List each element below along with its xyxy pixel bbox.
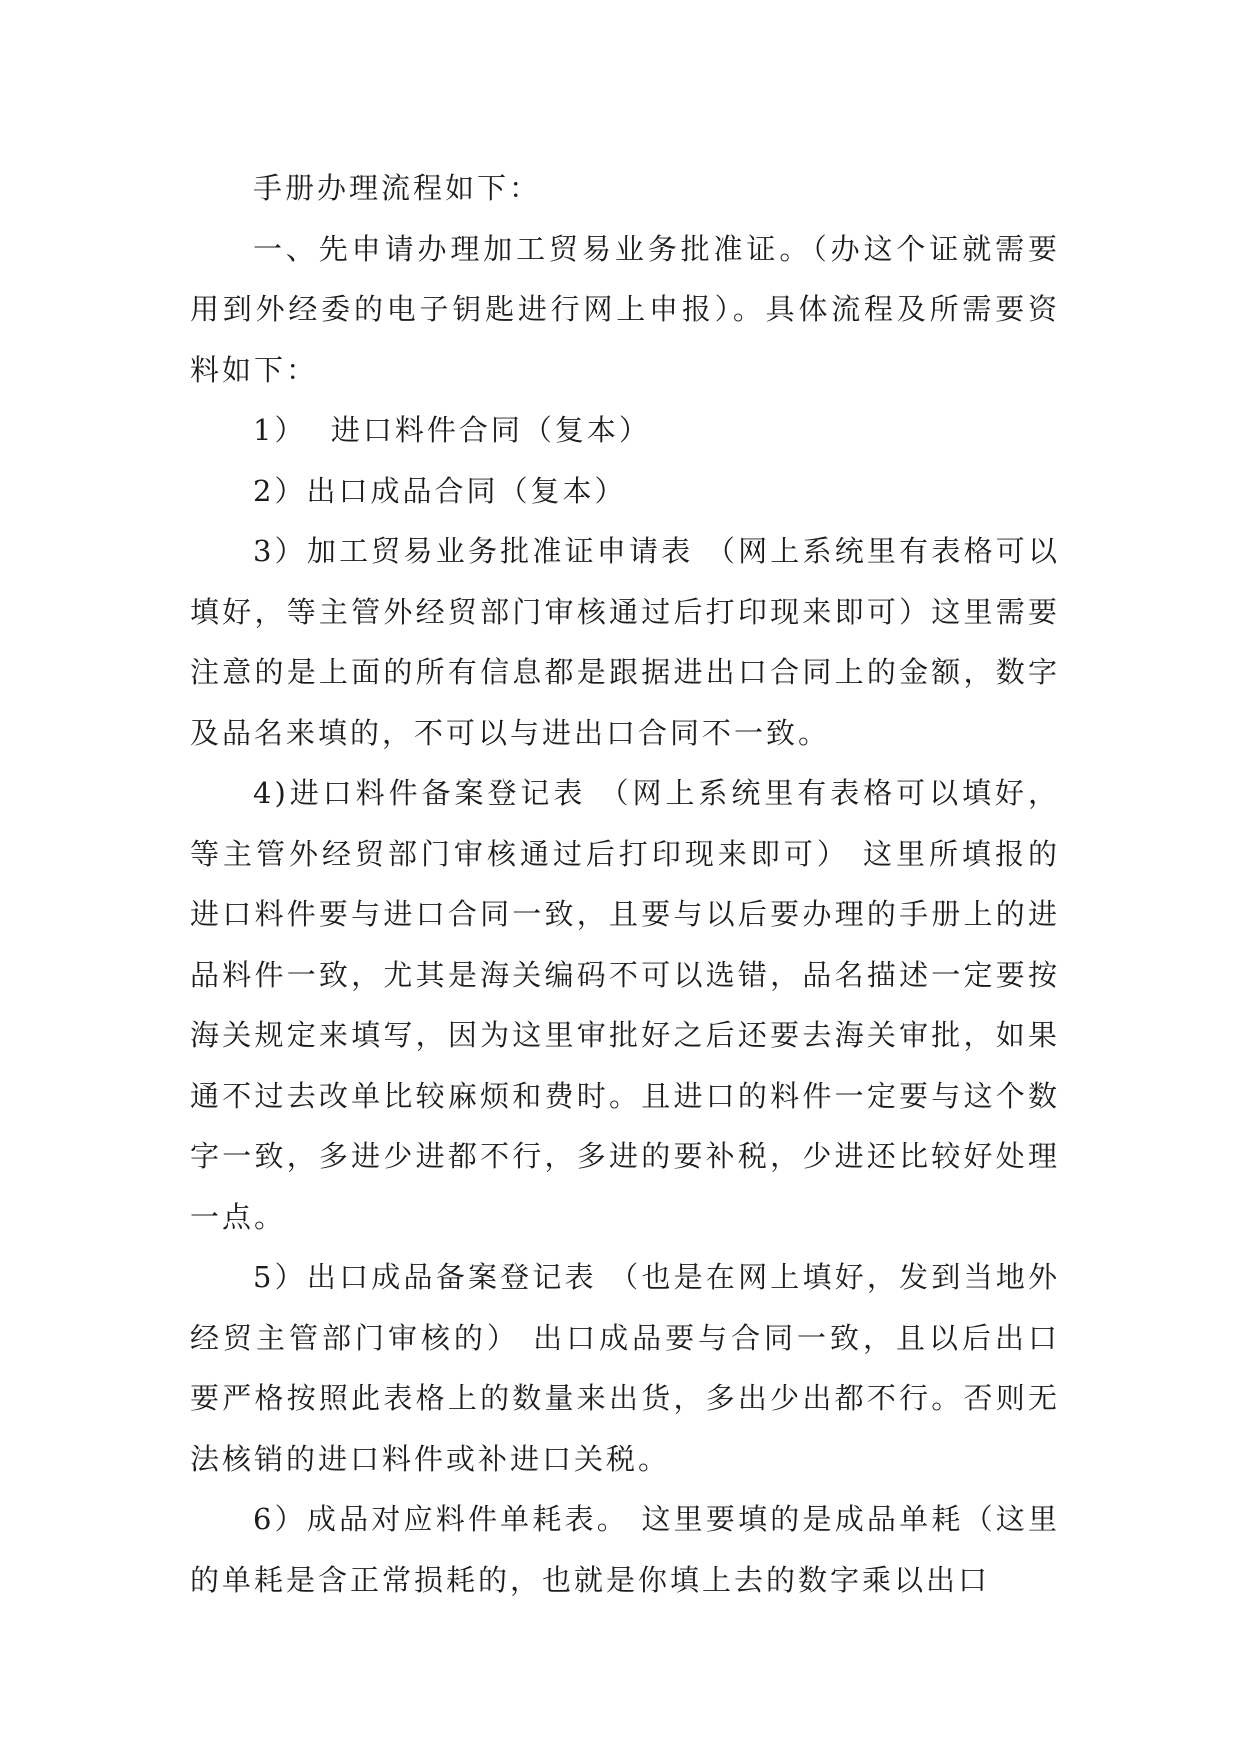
paragraph-step-one: 一、先申请办理加工贸易业务批准证。（办这个证就需要用到外经委的电子钥匙进行网上申报）。具体流程及所需要资料如下： <box>190 231 1060 387</box>
paragraph-intro: 手册办理流程如下： <box>253 171 542 205</box>
list-item-5: 5）出口成品备案登记表 （也是在网上填好，发到当地外经贸主管部门审核的） 出口成品要与合同一致，且以后出口要严格按照此表格上的数量来出货，多出少出都不行。否则无法核销的进口料件或补进口关税。 <box>190 1260 1060 1476</box>
list-item-3: 3）加工贸易业务批准证申请表 （网上系统里有表格可以填好，等主管外经贸部门审核通过后打印现来即可）这里需要注意的是上面的所有信息都是跟据进出口合同上的金额，数字及品名来填的，不可以与进出口合同不一致。 <box>190 534 1060 750</box>
list-item-1: 1） 进口料件合同（复本） <box>253 413 651 447</box>
list-item-4: 4)进口料件备案登记表 （网上系统里有表格可以填好，等主管外经贸部门审核通过后打印现来即可） 这里所填报的进口料件要与进口合同一致，且要与以后要办理的手册上的进品料件一致，尤其是海关编码不可以选错，品名描述一定要按海关规定来填写，因为这里审批好之后还要去海关审批，如果通不过去改单比较麻烦和费时。且进口的料件一定要与这个数字一致，多进少进都不行，多进的要补税，少进还比较好处理一点。 <box>190 776 1060 1234</box>
list-item-6: 6）成品对应料件单耗表。 这里要填的是成品单耗（这里的单耗是含正常损耗的，也就是你填上去的数字乘以出口 <box>190 1502 1060 1597</box>
list-item-2: 2）出口成品合同（复本） <box>253 473 627 508</box>
document-body <box>190 158 1060 1610</box>
